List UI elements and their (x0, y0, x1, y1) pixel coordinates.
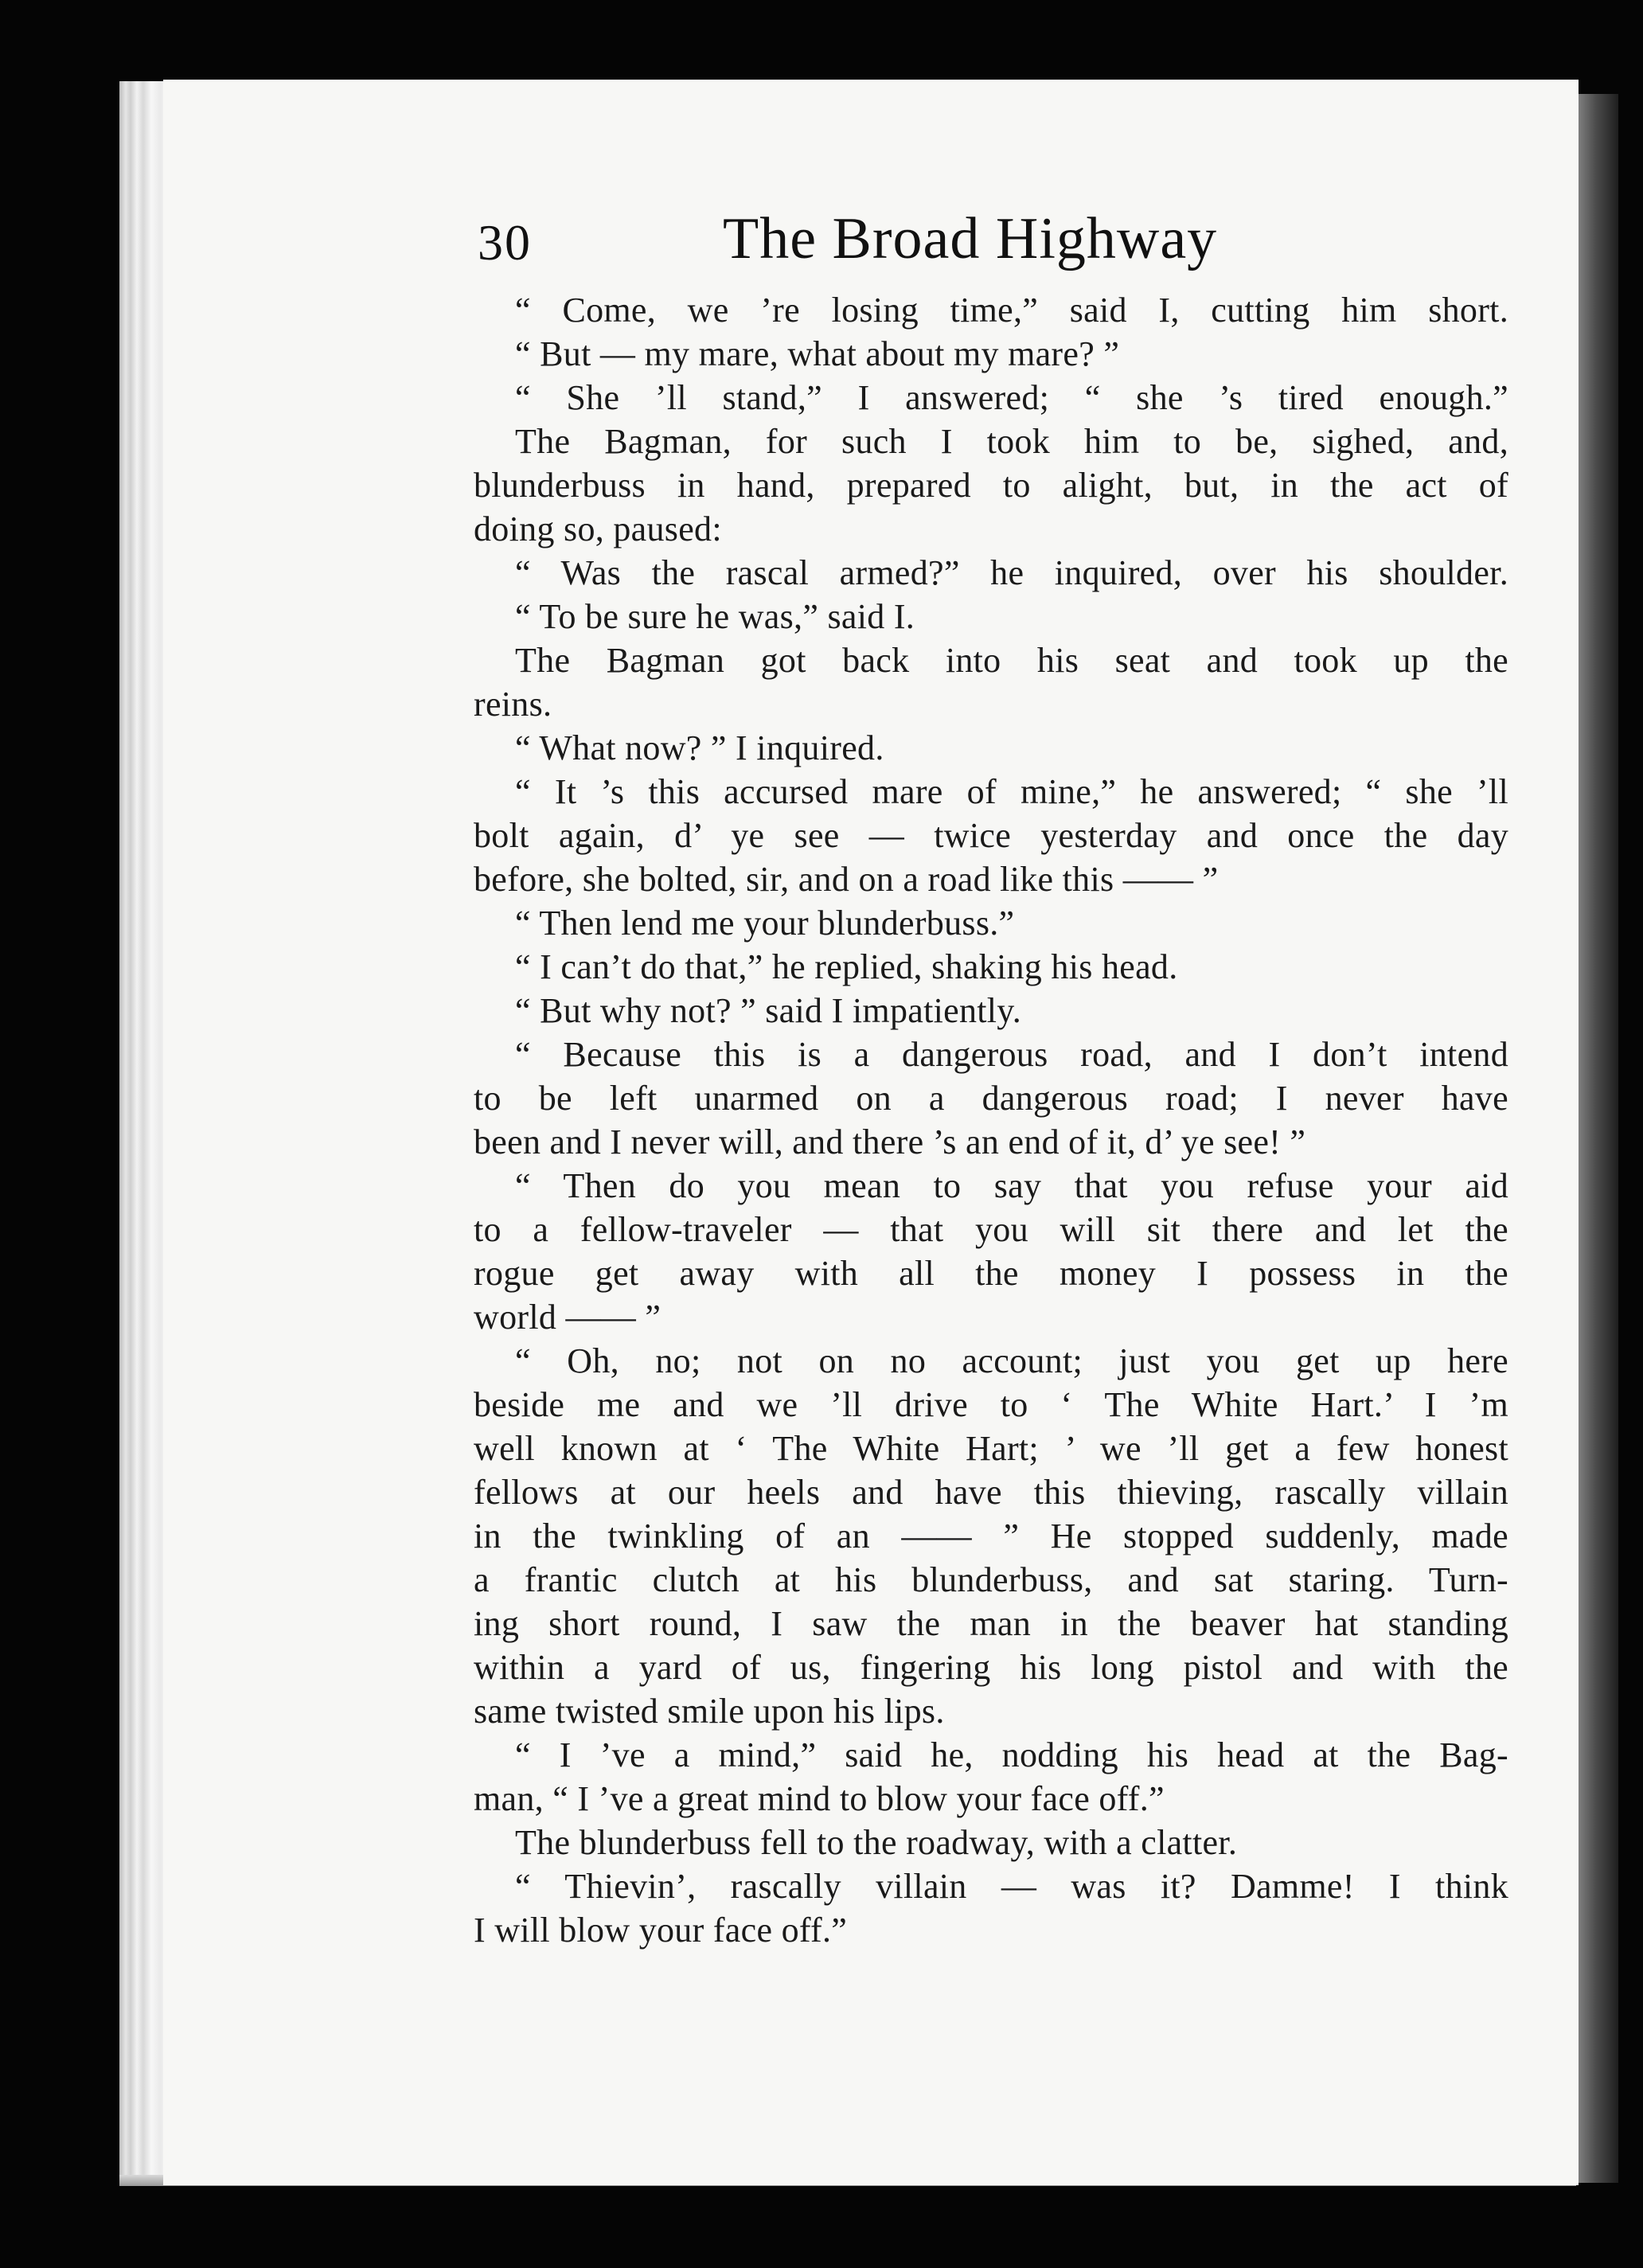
text-line: “ What now? ” I inquired. (515, 728, 884, 767)
text-line: bolt again, d’ ye see — twice yesterday and once the day (474, 816, 1508, 855)
text-line: I will blow your face off.” (474, 1911, 848, 1950)
text-line: The blunderbuss fell to the roadway, with a clatter. (515, 1823, 1238, 1862)
text-line: “ But why not? ” said I impatiently. (515, 991, 1022, 1030)
text-line: man, “ I ’ve a great mind to blow your face off.” (474, 1779, 1165, 1818)
text-line: “ But — my mare, what about my mare? ” (515, 334, 1120, 373)
text-line: world —— ” (474, 1298, 661, 1337)
book-binding-edge (1575, 94, 1618, 2183)
text-line: “ Was the rascal armed?” he inquired, over his shoulder. (515, 553, 1508, 592)
text-line: beside me and we ’ll drive to ‘ The White Hart.’ I ’m (474, 1385, 1508, 1424)
text-line: fellows at our heels and have this thieving, rascally villain (474, 1473, 1508, 1512)
text-line: reins. (474, 685, 552, 724)
text-line: in the twinkling of an —— ” He stopped suddenly, made (474, 1517, 1508, 1556)
text-line: “ She ’ll stand,” I answered; “ she ’s tired enough.” (515, 378, 1508, 417)
page-header (478, 205, 1274, 277)
text-line: a frantic clutch at his blunderbuss, and sat staring. Turn- (474, 1560, 1508, 1599)
text-line: rogue get away with all the money I possess in the (474, 1254, 1508, 1293)
page-stack-edge (119, 81, 167, 2183)
text-line: The Bagman, for such I took him to be, sighed, and, (515, 422, 1508, 461)
text-line: ing short round, I saw the man in the beaver hat standing (474, 1604, 1508, 1643)
text-line: “ It ’s this accursed mare of mine,” he answered; “ she ’ll (515, 772, 1508, 811)
text-line: “ I can’t do that,” he replied, shaking his head. (515, 947, 1178, 986)
text-line: to be left unarmed on a dangerous road; I never have (474, 1079, 1508, 1118)
text-line: “ To be sure he was,” said I. (515, 597, 915, 636)
text-line: been and I never will, and there ’s an end of it, d’ ye see! ” (474, 1122, 1306, 1161)
text-line: “ Oh, no; not on no account; just you get up here (515, 1341, 1508, 1380)
text-line: well known at ‘ The White Hart; ’ we ’ll get a few honest (474, 1429, 1508, 1468)
text-line: “ Because this is a dangerous road, and I don’t intend (515, 1035, 1508, 1074)
text-line: blunderbuss in hand, prepared to alight, but, in the act of (474, 466, 1508, 505)
text-line: doing so, paused: (474, 509, 722, 548)
text-line: “ Then do you mean to say that you refuse your aid (515, 1166, 1508, 1205)
text-line: to a fellow-traveler — that you will sit there and let the (474, 1210, 1508, 1249)
page-number: 30 (478, 214, 532, 271)
text-line: “ I ’ve a mind,” said he, nodding his head at the Bag- (515, 1735, 1508, 1774)
text-line: “ Then lend me your blunderbuss.” (515, 904, 1015, 943)
text-line: same twisted smile upon his lips. (474, 1692, 945, 1731)
text-line: “ Come, we ’re losing time,” said I, cutting him short. (515, 291, 1508, 330)
text-line: before, she bolted, sir, and on a road like this —— ” (474, 860, 1219, 899)
body-text (474, 288, 1508, 1952)
text-line: The Bagman got back into his seat and took up the (515, 641, 1508, 680)
text-line: “ Thievin’, rascally villain — was it? Damme! I think (515, 1867, 1508, 1906)
text-line: within a yard of us, fingering his long pistol and with the (474, 1648, 1508, 1687)
running-title: The Broad Highway (723, 206, 1218, 271)
